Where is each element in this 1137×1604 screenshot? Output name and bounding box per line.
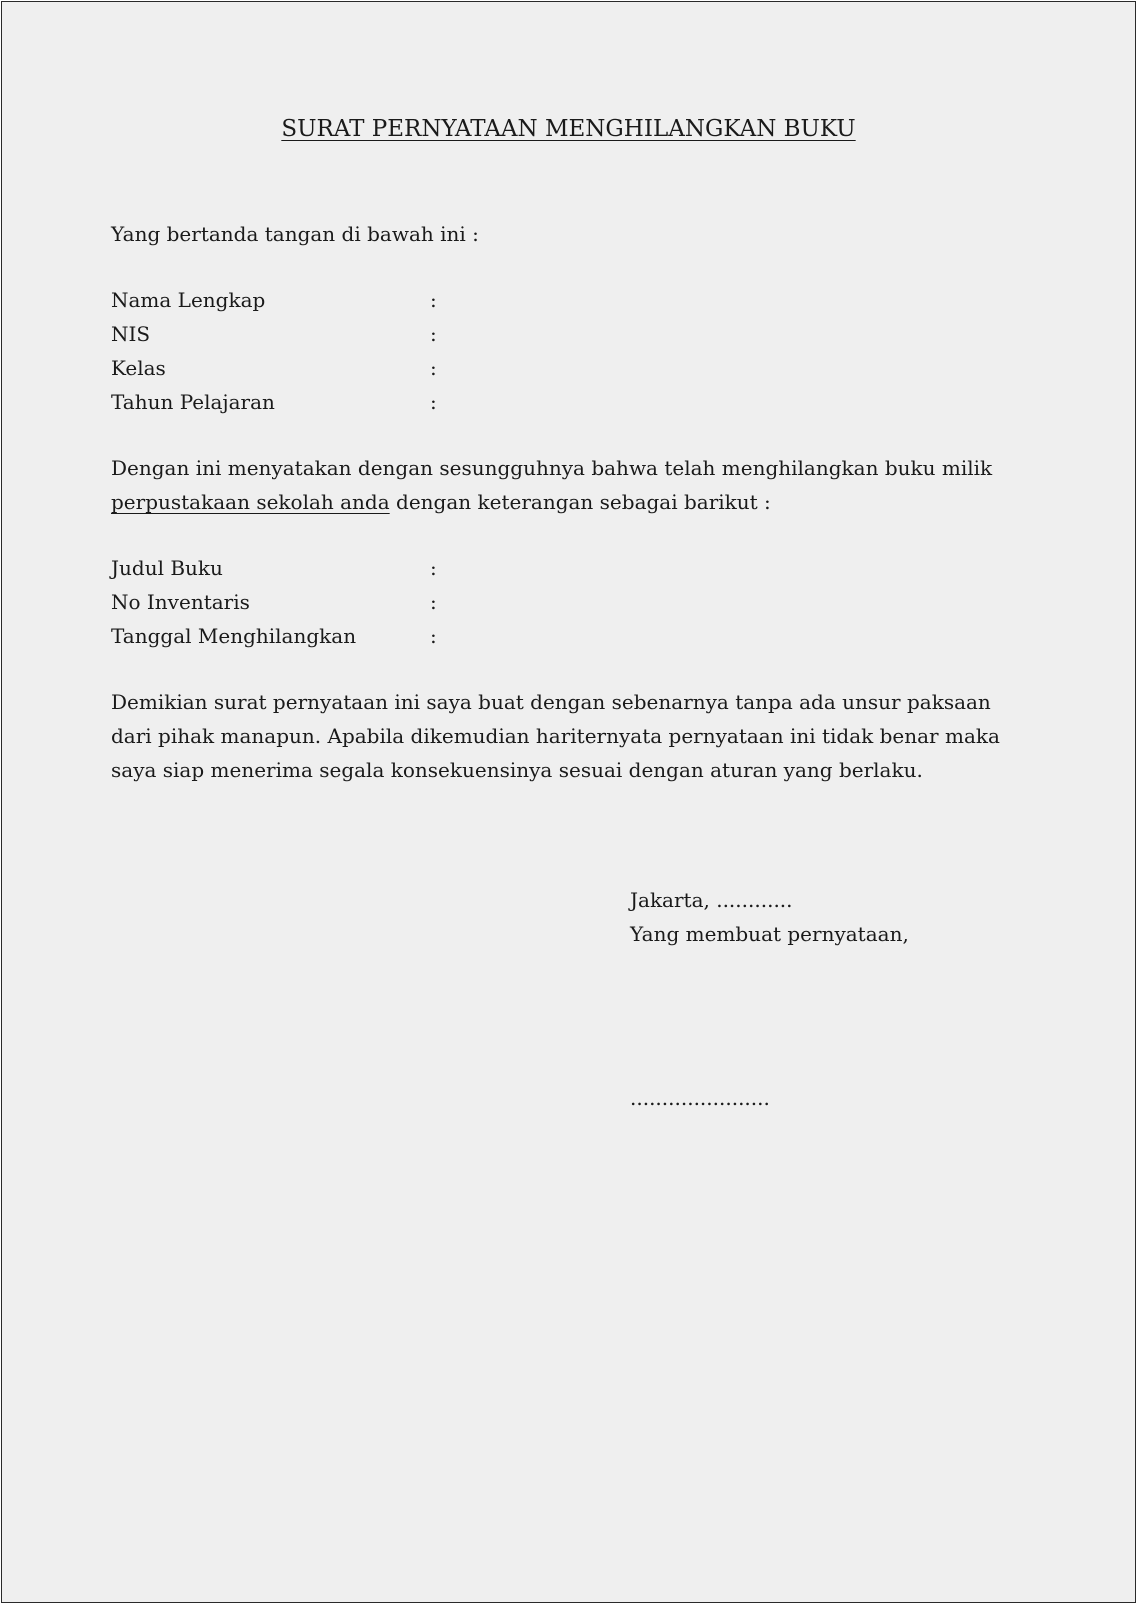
field-colon: :	[430, 356, 437, 380]
signature-place-date: Jakarta, ............	[630, 888, 793, 912]
field-colon: :	[430, 590, 437, 614]
field-label-nama-lengkap: Nama Lengkap	[111, 288, 266, 312]
signature-name-line: ......................	[630, 1086, 770, 1110]
field-label-no-inventaris: No Inventaris	[111, 590, 250, 614]
document-title	[2, 114, 1135, 144]
signature-maker: Yang membuat pernyataan,	[630, 922, 909, 946]
field-label-judul-buku: Judul Buku	[111, 556, 223, 580]
field-label-tahun-pelajaran: Tahun Pelajaran	[111, 390, 275, 414]
document-title-text: SURAT PERNYATAAN MENGHILANGKAN BUKU	[281, 116, 856, 142]
field-label-kelas: Kelas	[111, 356, 166, 380]
field-label-nis: NIS	[111, 322, 151, 346]
intro-text: Yang bertanda tangan di bawah ini :	[111, 222, 479, 246]
field-colon: :	[430, 556, 437, 580]
field-colon: :	[430, 288, 437, 312]
field-colon: :	[430, 624, 437, 648]
closing-line-1: Demikian surat pernyataan ini saya buat dengan sebenarnya tanpa ada unsur paksaan	[111, 690, 991, 714]
closing-line-2: dari pihak manapun. Apabila dikemudian hariternyata pernyataan ini tidak benar maka	[111, 724, 1000, 748]
statement-line-1: Dengan ini menyatakan dengan sesungguhnya bahwa telah menghilangkan buku milik	[111, 456, 993, 480]
field-colon: :	[430, 322, 437, 346]
statement-underlined-text: perpustakaan sekolah anda	[111, 490, 390, 514]
field-label-tanggal-menghilangkan: Tanggal Menghilangkan	[111, 624, 357, 648]
document-page	[1, 1, 1136, 1603]
statement-line-2-rest: dengan keterangan sebagai barikut :	[389, 490, 771, 514]
field-colon: :	[430, 390, 437, 414]
closing-line-3: saya siap menerima segala konsekuensinya sesuai dengan aturan yang berlaku.	[111, 758, 923, 782]
statement-line-2	[111, 488, 771, 516]
